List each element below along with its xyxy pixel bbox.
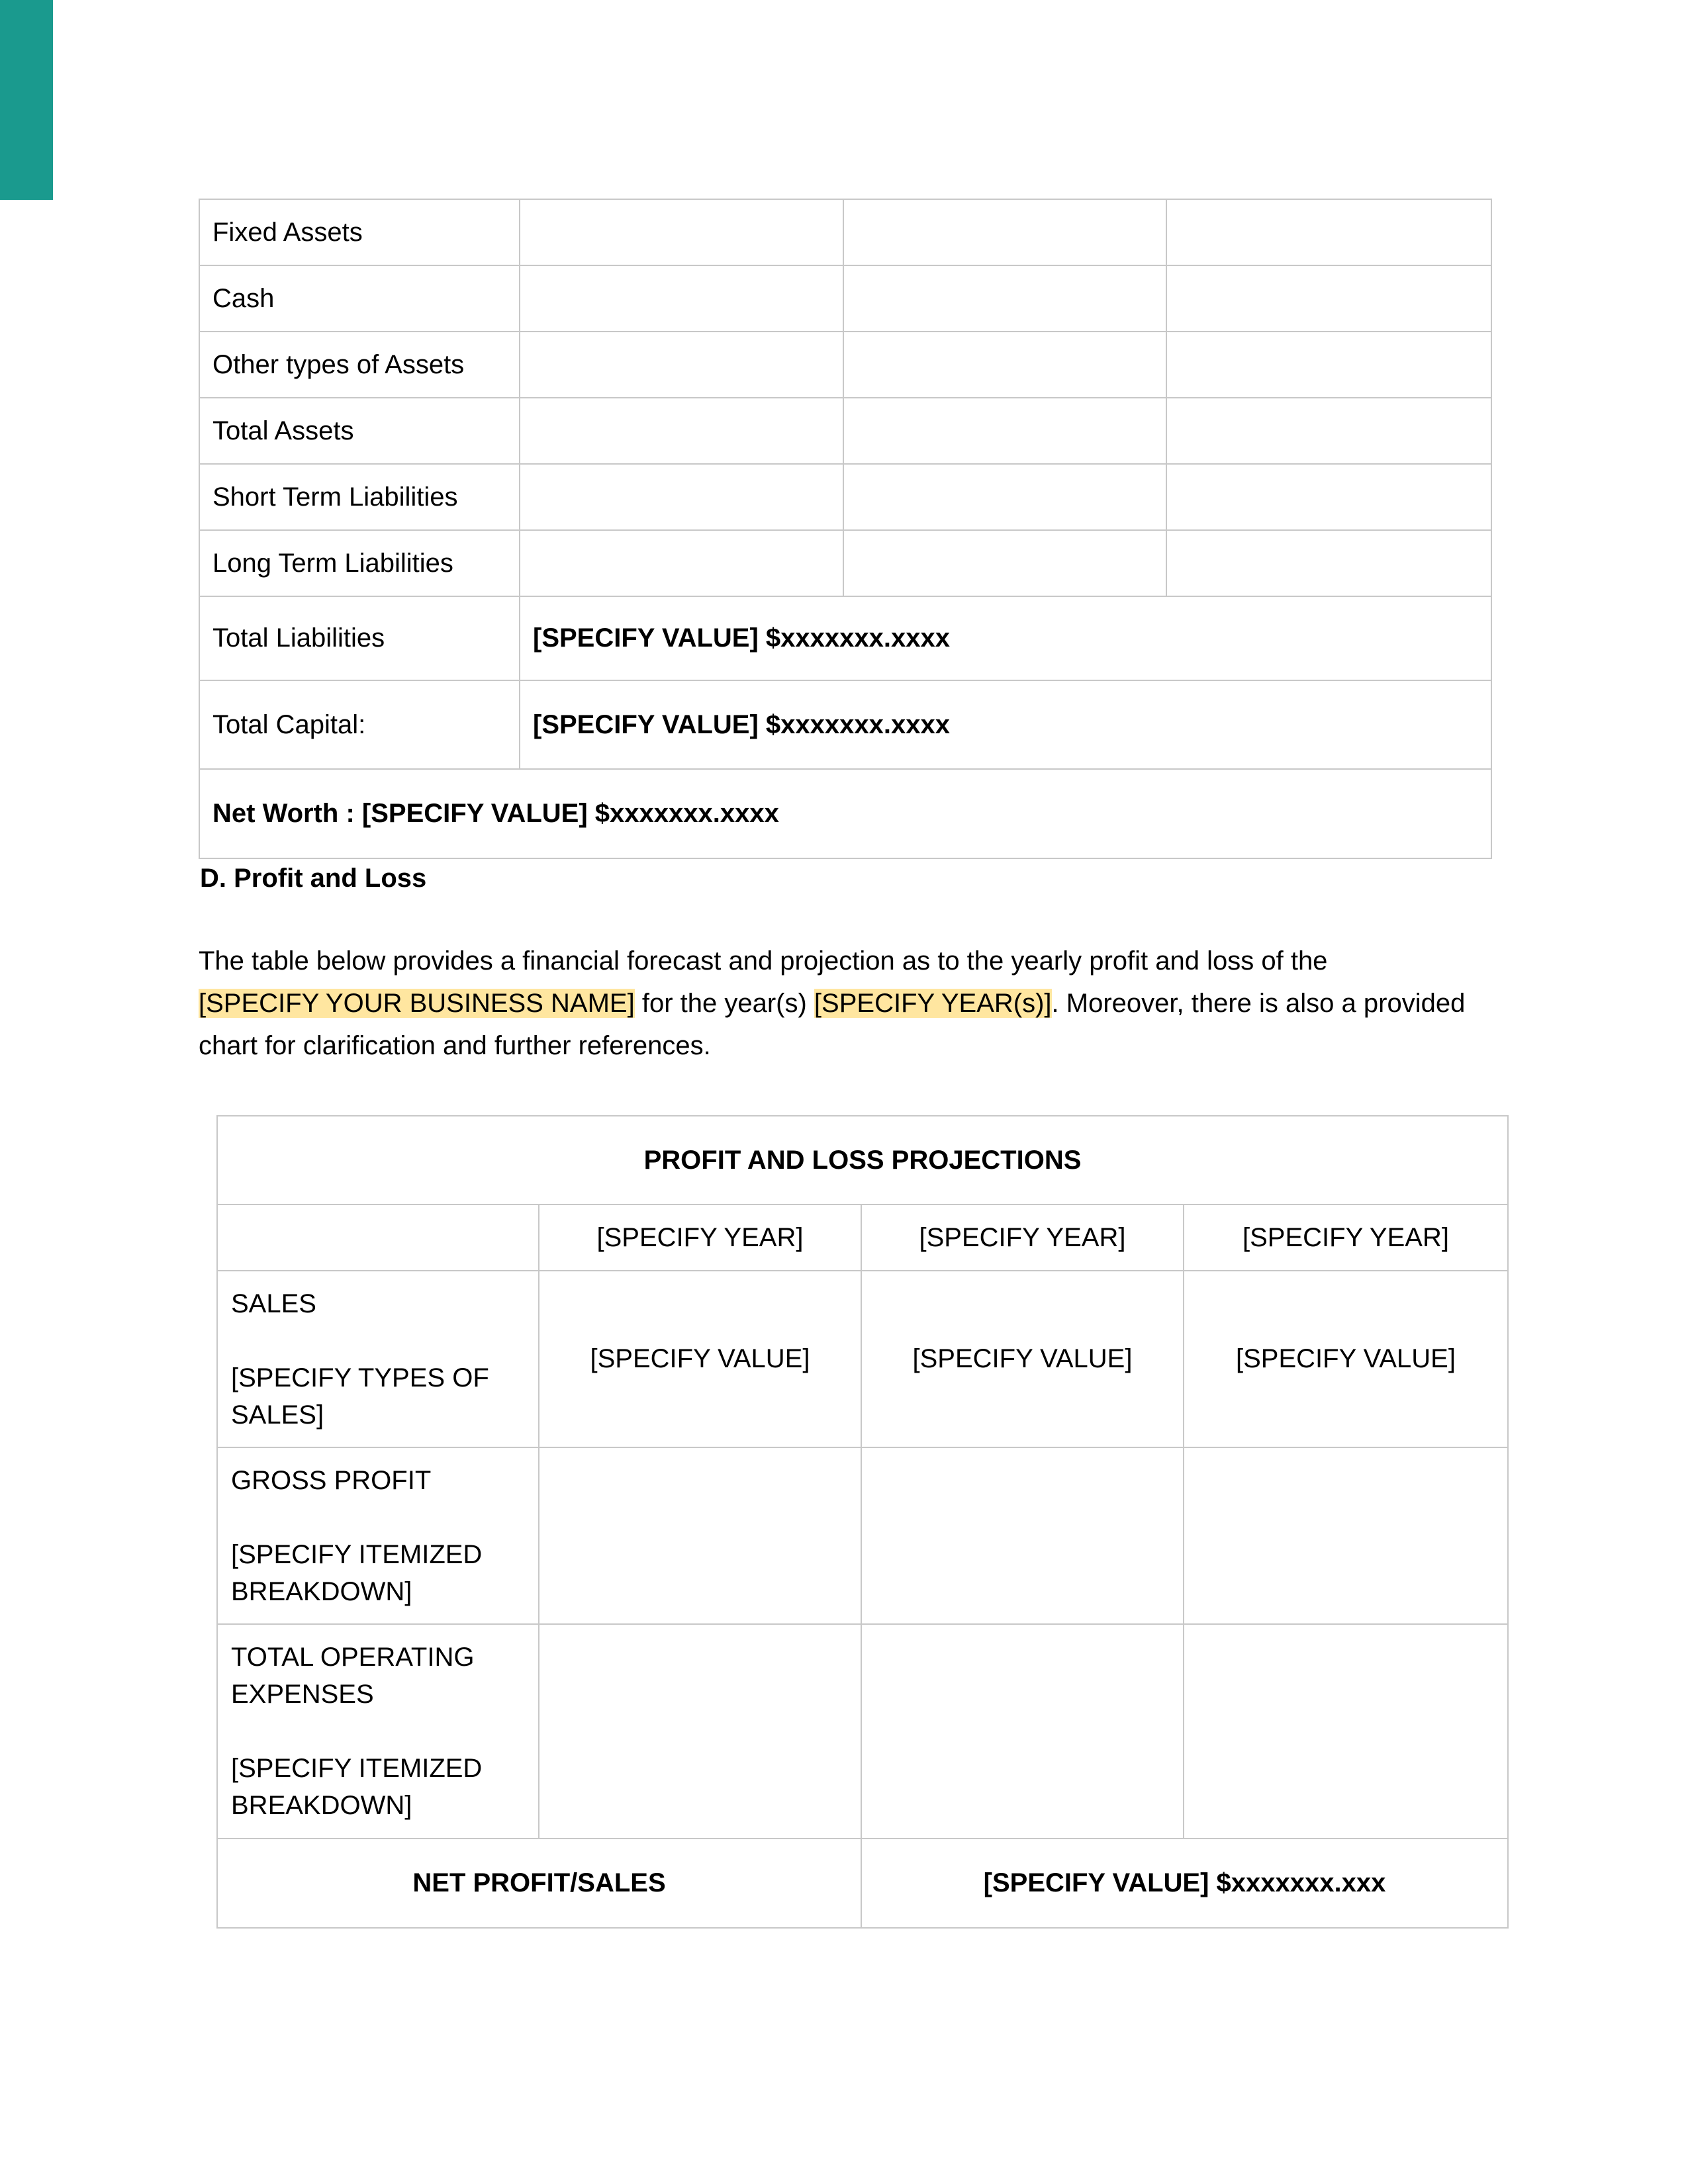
table-cell bbox=[843, 332, 1166, 398]
table-cell bbox=[843, 265, 1166, 332]
balance-sheet-table bbox=[199, 199, 1492, 859]
total-liabilities-value: [SPECIFY VALUE] $xxxxxxx.xxxx bbox=[520, 596, 1491, 680]
total-capital-row bbox=[199, 680, 1491, 769]
row-label: Total Assets bbox=[199, 398, 520, 464]
year-header: [SPECIFY YEAR] bbox=[1184, 1205, 1508, 1271]
paragraph-text: for the year(s) bbox=[641, 989, 807, 1018]
profit-loss-table bbox=[216, 1115, 1509, 1929]
gross-profit-label-cell bbox=[217, 1447, 539, 1624]
sales-value: [SPECIFY VALUE] bbox=[861, 1271, 1184, 1447]
row-label: Fixed Assets bbox=[199, 199, 520, 265]
table-cell bbox=[1166, 530, 1491, 596]
total-capital-value: [SPECIFY VALUE] $xxxxxxx.xxxx bbox=[520, 680, 1491, 769]
table-cell bbox=[217, 1205, 539, 1271]
row-label: Short Term Liabilities bbox=[199, 464, 520, 530]
sales-value: [SPECIFY VALUE] bbox=[539, 1271, 861, 1447]
year-header: [SPECIFY YEAR] bbox=[861, 1205, 1184, 1271]
table-cell bbox=[1166, 398, 1491, 464]
net-worth: Net Worth : [SPECIFY VALUE] $xxxxxxx.xxxx bbox=[199, 769, 1491, 858]
paragraph-text: The table below provides a financial forecast and projection as to the yearly profit and loss of the bbox=[199, 946, 1328, 976]
table-cell bbox=[520, 332, 843, 398]
operating-expenses-sub-label: [SPECIFY ITEMIZED BREAKDOWN] bbox=[231, 1754, 483, 1820]
sales-value: [SPECIFY VALUE] bbox=[1184, 1271, 1508, 1447]
gross-profit-row bbox=[217, 1447, 1508, 1624]
row-label: Other types of Assets bbox=[199, 332, 520, 398]
table-cell bbox=[520, 265, 843, 332]
table-cell bbox=[861, 1624, 1184, 1839]
table-cell bbox=[520, 199, 843, 265]
year-header-row bbox=[217, 1205, 1508, 1271]
years-placeholder: [SPECIFY YEAR(s)] bbox=[814, 989, 1052, 1018]
table-cell bbox=[843, 199, 1166, 265]
net-profit-label: NET PROFIT/SALES bbox=[217, 1839, 861, 1928]
section-paragraph bbox=[199, 940, 1496, 1067]
table-cell bbox=[520, 398, 843, 464]
net-profit-row bbox=[217, 1839, 1508, 1928]
table-cell bbox=[539, 1447, 861, 1624]
business-name-placeholder: [SPECIFY YOUR BUSINESS NAME] bbox=[199, 989, 635, 1018]
total-capital-label: Total Capital: bbox=[199, 680, 520, 769]
sales-label-cell bbox=[217, 1271, 539, 1447]
section-heading: D. Profit and Loss bbox=[200, 864, 427, 893]
table-cell bbox=[843, 464, 1166, 530]
table-cell bbox=[843, 398, 1166, 464]
table-cell bbox=[1166, 265, 1491, 332]
total-liabilities-label: Total Liabilities bbox=[199, 596, 520, 680]
table-cell bbox=[843, 530, 1166, 596]
table-row bbox=[199, 199, 1491, 265]
total-liabilities-row bbox=[199, 596, 1491, 680]
gross-profit-sub-label: [SPECIFY ITEMIZED BREAKDOWN] bbox=[231, 1539, 483, 1606]
row-label: Long Term Liabilities bbox=[199, 530, 520, 596]
table-cell bbox=[520, 530, 843, 596]
year-header: [SPECIFY YEAR] bbox=[539, 1205, 861, 1271]
table-row bbox=[199, 332, 1491, 398]
sales-row bbox=[217, 1271, 1508, 1447]
net-profit-value: [SPECIFY VALUE] $xxxxxxx.xxx bbox=[861, 1839, 1508, 1928]
table-title: PROFIT AND LOSS PROJECTIONS bbox=[217, 1116, 1508, 1205]
table-row bbox=[199, 530, 1491, 596]
row-label: Cash bbox=[199, 265, 520, 332]
table-cell bbox=[520, 464, 843, 530]
table-cell bbox=[1166, 199, 1491, 265]
accent-bar bbox=[0, 0, 53, 200]
table-title-row bbox=[217, 1116, 1508, 1205]
table-cell bbox=[1166, 464, 1491, 530]
table-cell bbox=[1166, 332, 1491, 398]
table-cell bbox=[861, 1447, 1184, 1624]
operating-expenses-label-cell bbox=[217, 1624, 539, 1839]
paragraph-text: . Moreover, there is also a provided chart for clarification and further references. bbox=[199, 989, 1466, 1060]
net-worth-row bbox=[199, 769, 1491, 858]
sales-label: SALES bbox=[231, 1289, 316, 1318]
table-row bbox=[199, 464, 1491, 530]
operating-expenses-label: TOTAL OPERATING EXPENSES bbox=[231, 1643, 475, 1709]
table-cell bbox=[1184, 1447, 1508, 1624]
table-cell bbox=[1184, 1624, 1508, 1839]
table-cell bbox=[539, 1624, 861, 1839]
gross-profit-label: GROSS PROFIT bbox=[231, 1465, 432, 1495]
table-row bbox=[199, 265, 1491, 332]
table-row bbox=[199, 398, 1491, 464]
operating-expenses-row bbox=[217, 1624, 1508, 1839]
sales-sub-label: [SPECIFY TYPES OF SALES] bbox=[231, 1363, 489, 1430]
